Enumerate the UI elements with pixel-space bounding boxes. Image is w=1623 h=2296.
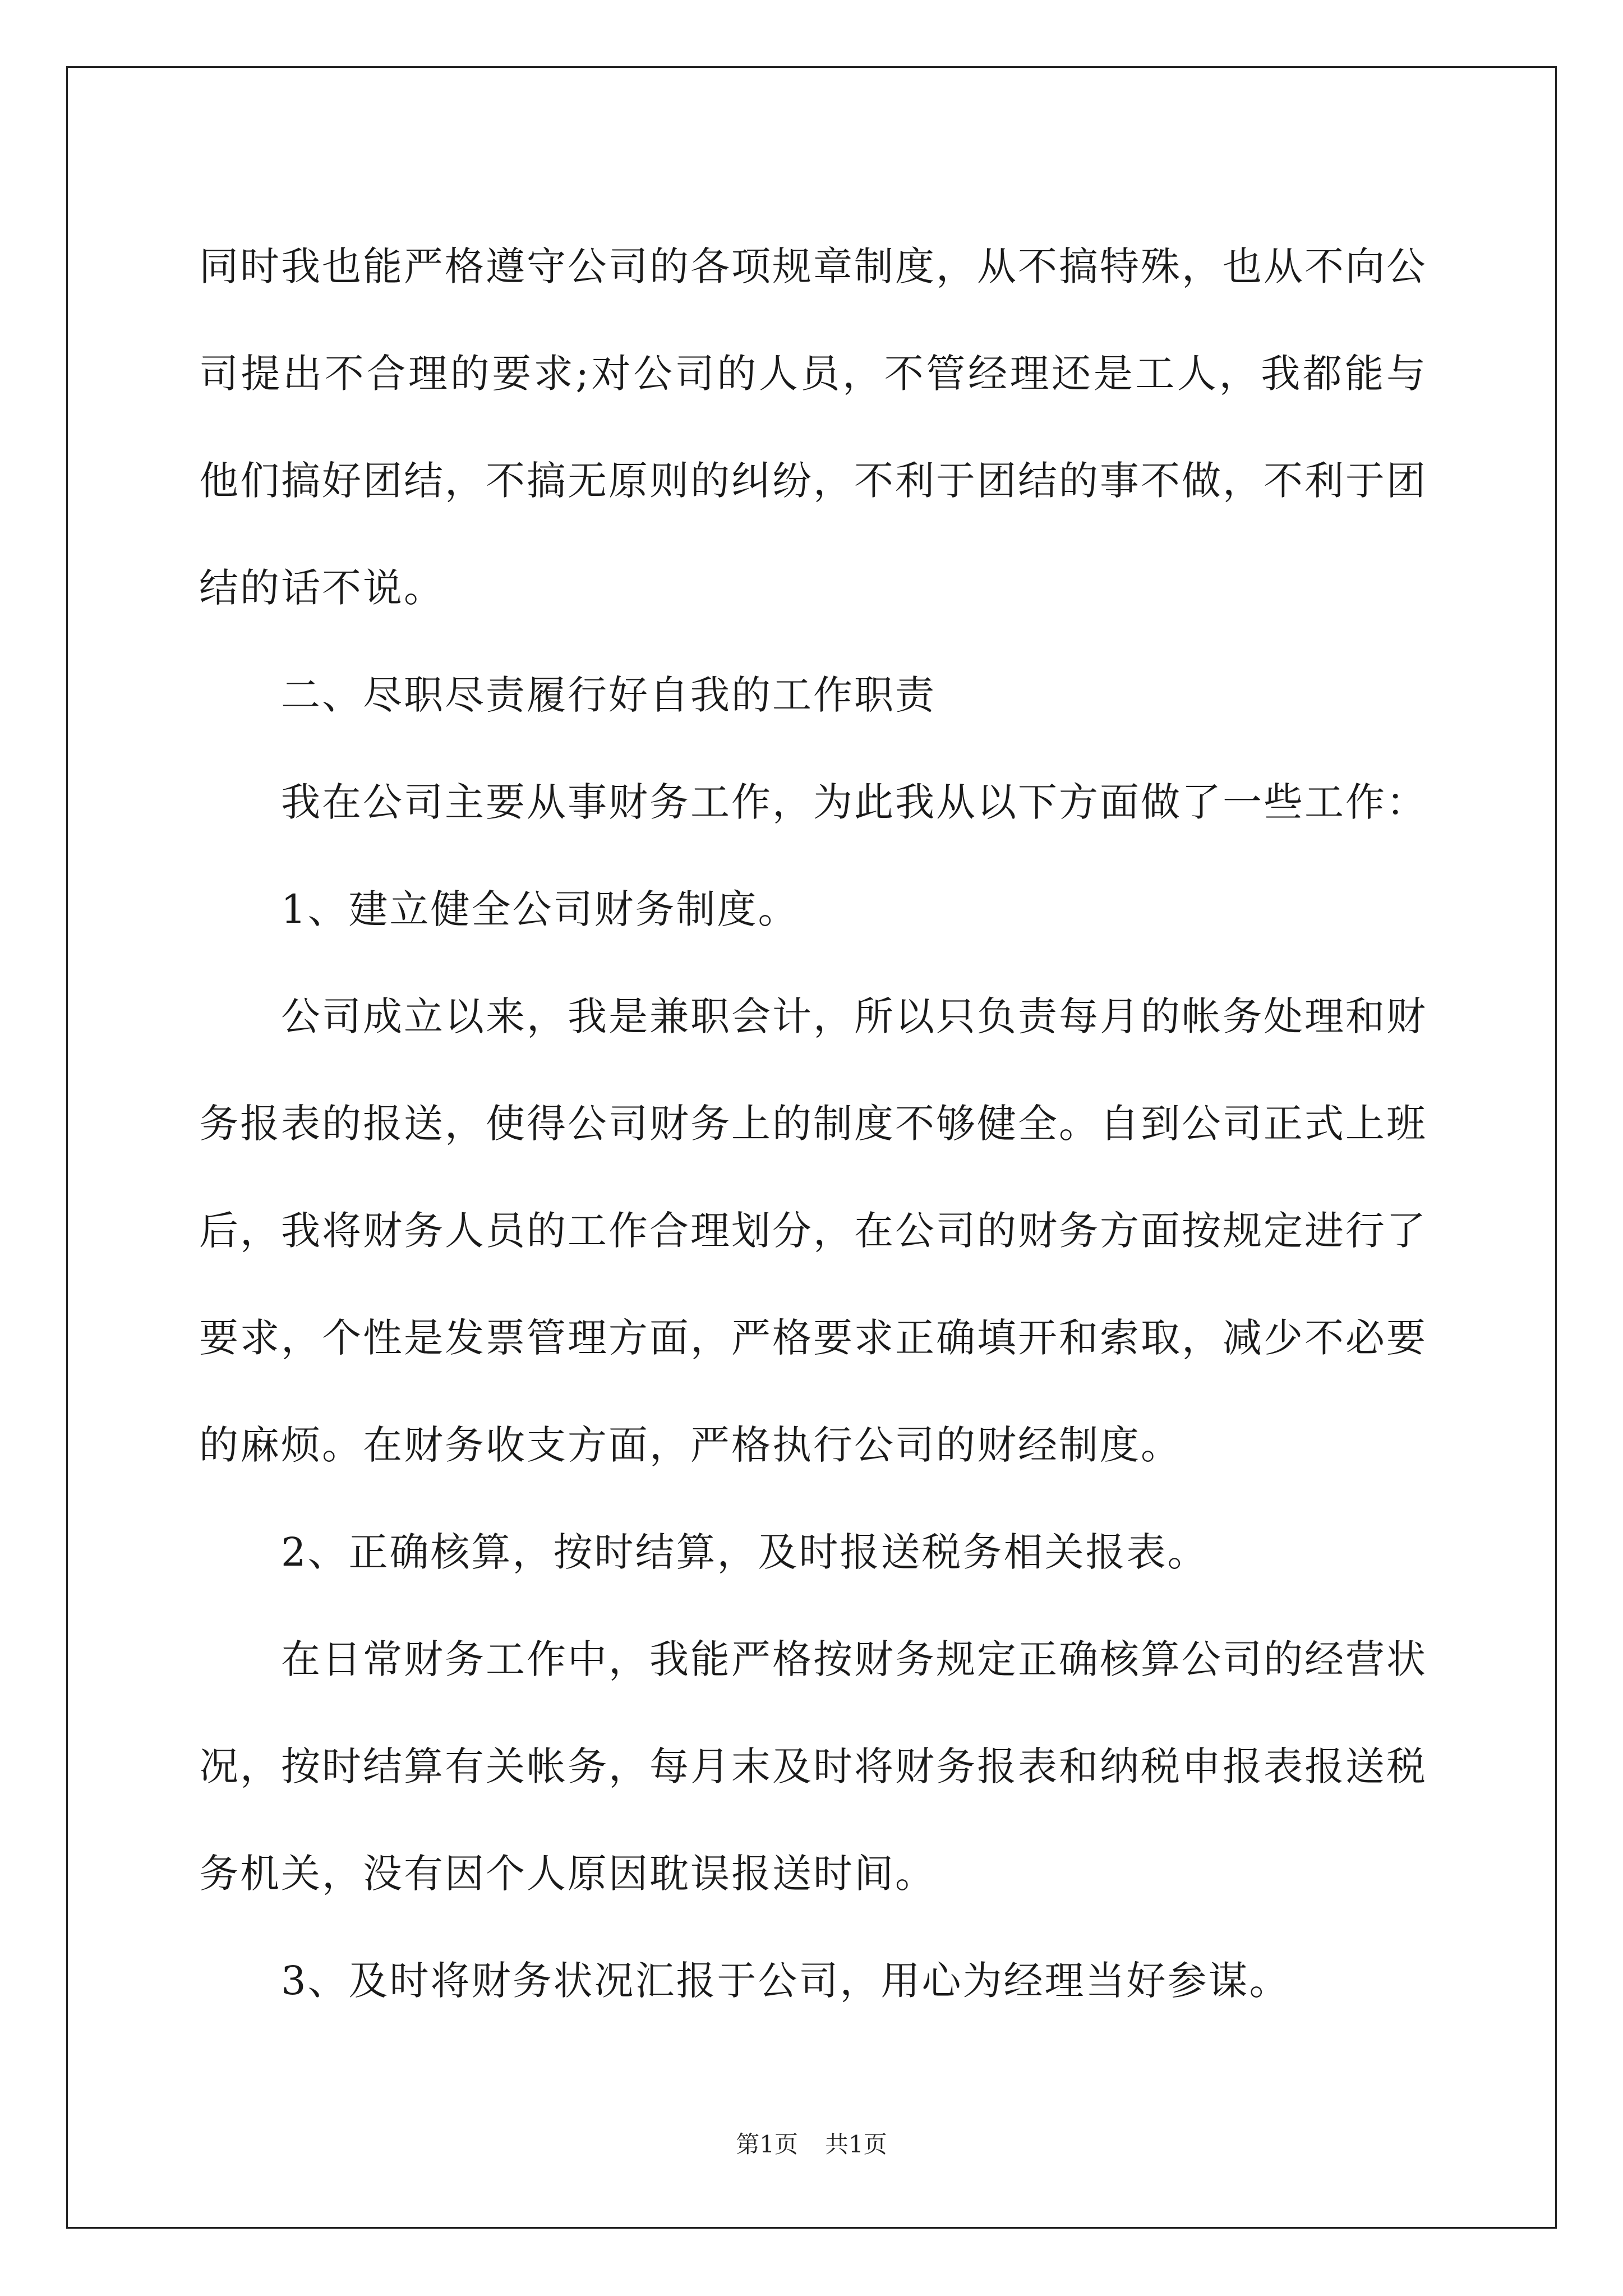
item-heading-2: 2、正确核算，按时结算，及时报送税务相关报表。: [281, 1529, 1209, 1575]
page-total: 共1页: [825, 2131, 887, 2158]
document-body: [199, 213, 1427, 2035]
paragraph-item-2: 在日常财务工作中，我能严格按财务规定正确核算公司的经营状况，按时结算有关帐务，每月末及时将财务报表和纳税申报表报送税务机关，没有因个人原因耽误报送时间。: [199, 1636, 1427, 1897]
paragraph-item-1: 公司成立以来，我是兼职会计，所以只负责每月的帐务处理和财务报表的报送，使得公司财务上的制度不够健全。自到公司正式上班后，我将财务人员的工作合理划分，在公司的财务方面按规定进行了要求，个性是发票管理方面，严格要求正确填开和索取，减少不必要的麻烦。在财务收支方面，严格执行公司的财经制度。: [199, 993, 1427, 1468]
page-number: 第1页: [736, 2131, 798, 2158]
page-footer: [0, 2126, 1623, 2160]
section-heading: 二、尽职尽责履行好自我的工作职责: [281, 672, 936, 718]
paragraph-intro: 我在公司主要从事财务工作，为此我从以下方面做了一些工作：: [281, 779, 1427, 825]
item-heading-1: 1、建立健全公司财务制度。: [281, 886, 799, 932]
paragraph-continuation: 同时我也能严格遵守公司的各项规章制度，从不搞特殊，也从不向公司提出不合理的要求;对公司的人员，不管经理还是工人，我都能与他们搞好团结，不搞无原则的纠纷，不利于团结的事不做，不利于团结的话不说。: [199, 243, 1427, 611]
item-heading-3: 3、及时将财务状况汇报于公司，用心为经理当好参谋。: [281, 1958, 1290, 2004]
